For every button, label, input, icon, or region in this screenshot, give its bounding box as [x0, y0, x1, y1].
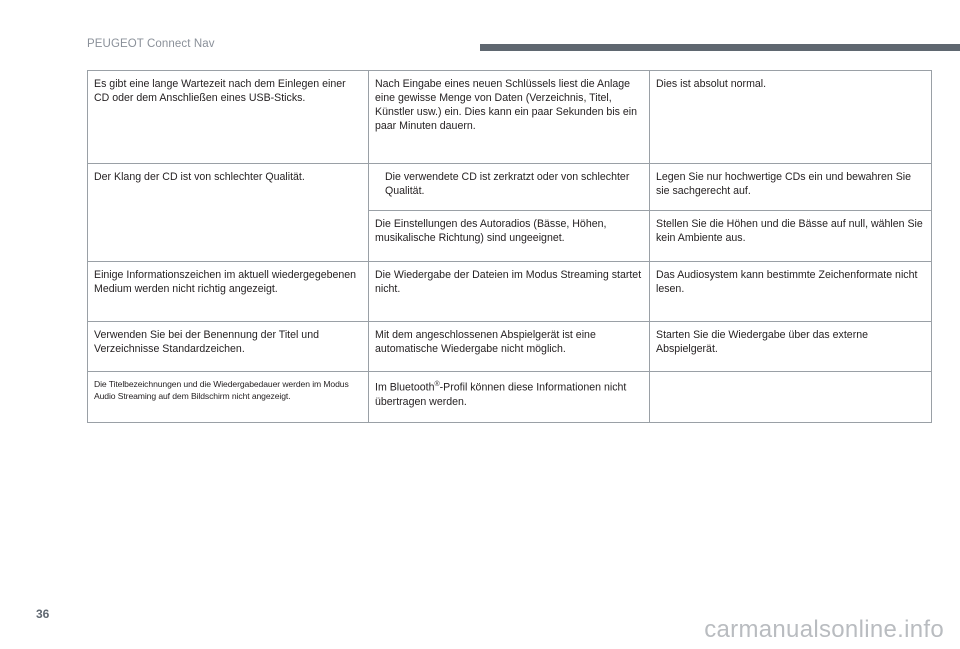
document-header-title: PEUGEOT Connect Nav — [87, 38, 215, 50]
cause-prefix: Im Bluetooth — [375, 381, 435, 394]
cause-cell: Nach Eingabe eines neuen Schlüssels liest die Anlage eine gewisse Menge von Daten (Verzeichnis, Titel, Künstler usw.) ein. Dies kann ein paar Sekunden bis ein paar Minuten dauern. — [369, 71, 650, 164]
header-decorative-bar — [480, 44, 960, 51]
table-row — [88, 262, 932, 322]
watermark-text: carmanualsonline.info — [704, 616, 944, 643]
question-cell: Der Klang der CD ist von schlechter Qualität. — [88, 164, 369, 262]
solution-cell: Starten Sie die Wiedergabe über das externe Abspielgerät. — [650, 322, 932, 372]
solution-cell — [650, 372, 932, 423]
table-row — [88, 164, 932, 211]
question-cell: Es gibt eine lange Wartezeit nach dem Einlegen einer CD oder dem Anschließen eines USB-Sticks. — [88, 71, 369, 164]
question-cell: Die Titelbezeichnungen und die Wiedergabedauer werden im Modus Audio Streaming auf dem Bildschirm nicht angezeigt. — [88, 372, 369, 423]
table-row — [88, 372, 932, 423]
cause-cell: Die Wiedergabe der Dateien im Modus Streaming startet nicht. — [369, 262, 650, 322]
registered-mark: ® — [434, 381, 440, 388]
question-cell: Einige Informationszeichen im aktuell wiedergegebenen Medium werden nicht richtig angezeigt. — [88, 262, 369, 322]
solution-cell: Stellen Sie die Höhen und die Bässe auf null, wählen Sie kein Ambiente aus. — [650, 211, 932, 262]
solution-cell: Legen Sie nur hochwertige CDs ein und bewahren Sie sie sachgerecht auf. — [650, 164, 932, 211]
cause-cell: Mit dem angeschlossenen Abspielgerät ist eine automatische Wiedergabe nicht möglich. — [369, 322, 650, 372]
cause-cell: Die Einstellungen des Autoradios (Bässe, Höhen, musikalische Richtung) sind ungeeignet. — [369, 211, 650, 262]
question-cell: Verwenden Sie bei der Benennung der Titel und Verzeichnisse Standardzeichen. — [88, 322, 369, 372]
faq-table — [87, 70, 932, 423]
cause-suffix: -Profil können diese Informationen nicht übertragen werden. — [375, 381, 627, 408]
cause-text: Die verwendete CD ist zerkratzt oder von schlechter Qualität. — [385, 171, 630, 197]
cause-cell — [369, 372, 650, 423]
cause-cell — [369, 164, 650, 211]
solution-cell: Dies ist absolut normal. — [650, 71, 932, 164]
solution-cell: Das Audiosystem kann bestimmte Zeichenformate nicht lesen. — [650, 262, 932, 322]
page-number: 36 — [36, 607, 50, 621]
table-row — [88, 322, 932, 372]
table-row — [88, 71, 932, 164]
